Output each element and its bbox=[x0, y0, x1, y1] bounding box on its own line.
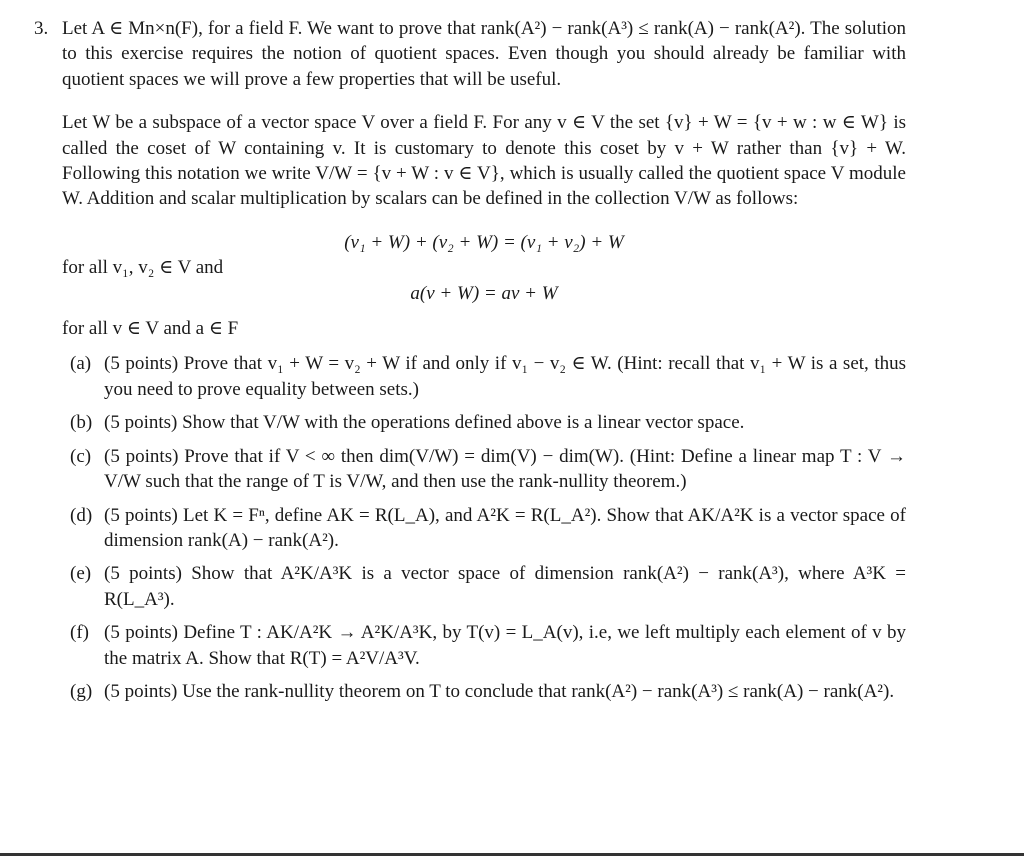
problem-intro: Let A ∈ Mn×n(F), for a field F. We want to prove that rank(A²) − rank(A³) ≤ rank(A) − rank(A²). The solution to this exercise requires the notion of quotient spaces. Even though you should already be familiar with quotient spaces we will prove a few properties that will be useful. bbox=[62, 18, 906, 90]
quotient-definition: Let W be a subspace of a vector space V over a field F. For any v ∈ V the set {v} + W = {v + w : w ∈ W} is called the coset of W containing v. It is customary to denote this coset by v + W rather than {v} + W. Following this notation we write V/W = {v + W : v ∈ V}, which is usually called the quotient space V module W. Addition and scalar multiplication by scalars can be defined in the collection V/W as follows: bbox=[62, 112, 906, 210]
part-label: (b) bbox=[70, 412, 93, 434]
part-text: (5 points) Show that V/W with the operations defined above is a linear vector space. bbox=[104, 412, 745, 434]
part-d bbox=[62, 503, 906, 554]
part-text: (5 points) Use the rank-nullity theorem on T to conclude that rank(A²) − rank(A³) ≤ rank(A) − rank(A²). bbox=[104, 680, 895, 702]
problem-intro-row bbox=[34, 16, 906, 92]
part-text: (5 points) Define T : AK/A²K → A²K/A³K, by T(v) = L_A(v), i.e, we left multiply each element of v by the matrix A. Show that R(T) = A²V/A³V. bbox=[104, 622, 906, 669]
part-text: (5 points) Prove that v₁ + W = v₂ + W if and only if v₁ − v₂ ∈ W. (Hint: recall that v₁ + W is a set, thus you need to prove equality between sets.) bbox=[104, 353, 906, 400]
scalar-formula: a(v + W) = av + W bbox=[410, 282, 558, 304]
part-g bbox=[62, 679, 906, 704]
part-text: (5 points) Prove that if V < ∞ then dim(V/W) = dim(V) − dim(W). (Hint: Define a linear map T : V → V/W such that the range of T is V/W, and then use the rank-nullity theorem.) bbox=[104, 445, 906, 493]
part-text: (5 points) Show that A²K/A³K is a vector space of dimension rank(A²) − rank(A³), where A³K = R(L_A³). bbox=[104, 563, 906, 610]
part-f bbox=[62, 620, 906, 671]
part-label: (d) bbox=[70, 504, 93, 526]
part-label: (g) bbox=[70, 680, 93, 702]
part-label: (c) bbox=[70, 445, 92, 467]
part-label: (e) bbox=[70, 563, 92, 585]
problem-3 bbox=[34, 16, 906, 712]
addition-condition: for all v₁, v₂ ∈ V and bbox=[62, 257, 224, 279]
part-label: (f) bbox=[70, 622, 89, 644]
part-text: (5 points) Let K = Fⁿ, define AK = R(L_A), and A²K = R(L_A²). Show that AK/A²K is a vector space of dimension rank(A) − rank(A²). bbox=[104, 504, 906, 551]
scalar-condition: for all v ∈ V and a ∈ F bbox=[62, 318, 239, 340]
part-b bbox=[62, 410, 906, 435]
parts-list bbox=[62, 351, 906, 704]
addition-formula: (v₁ + W) + (v₂ + W) = (v₁ + v₂) + W bbox=[344, 231, 624, 253]
bottom-divider bbox=[0, 853, 1024, 856]
part-e bbox=[62, 561, 906, 612]
part-c bbox=[62, 444, 906, 495]
problem-number: 3. bbox=[34, 18, 49, 39]
part-label: (a) bbox=[70, 353, 92, 375]
part-a bbox=[62, 351, 906, 402]
